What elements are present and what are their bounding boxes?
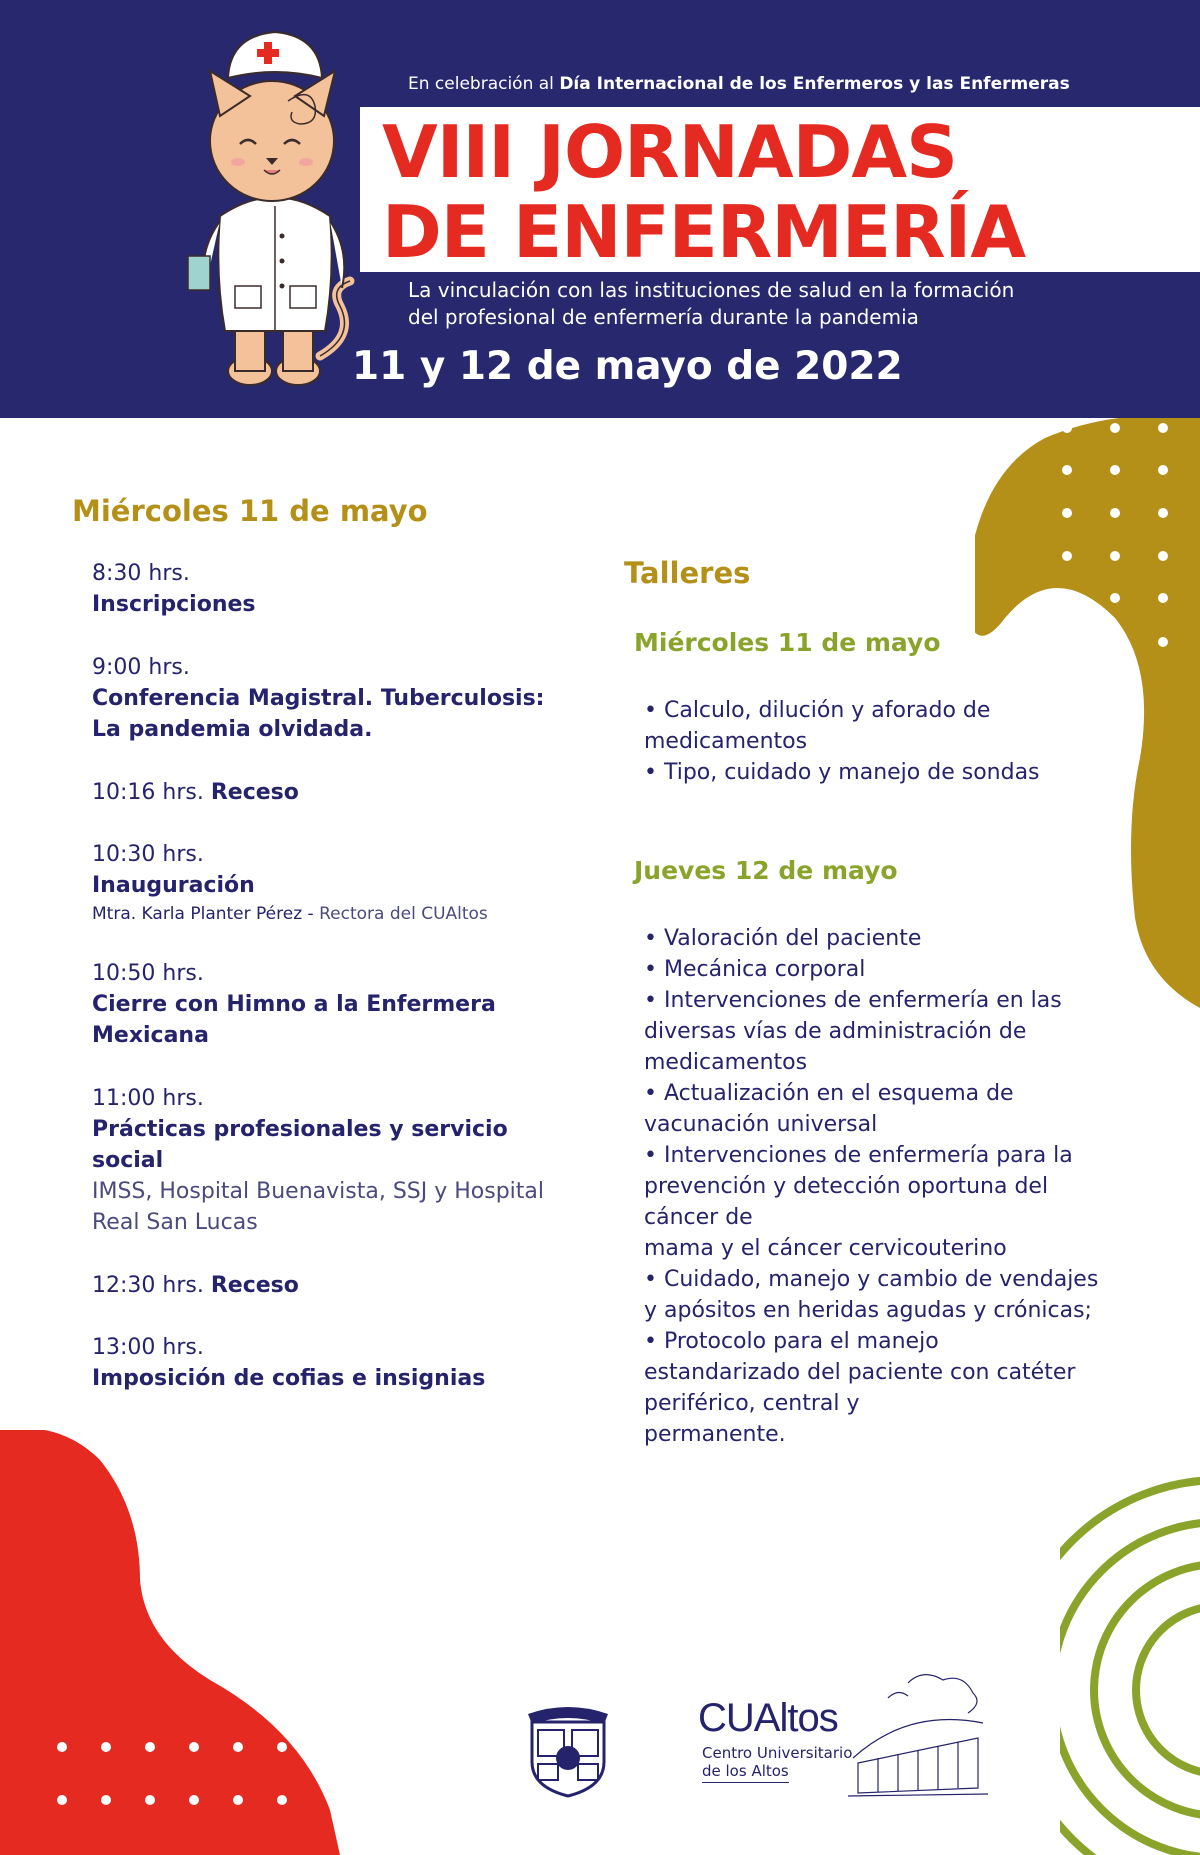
program-item-time: 11:00 hrs. <box>92 1086 204 1111</box>
program-item-cofias <box>92 1332 572 1394</box>
celebration-prefix: En celebración al <box>408 74 560 94</box>
taller-line: estandarizado del paciente con catéter <box>644 1360 1076 1385</box>
university-seal-icon <box>524 1702 612 1798</box>
program-item-title: Receso <box>210 1273 299 1298</box>
event-dates: 11 y 12 de mayo de 2022 <box>352 344 903 389</box>
taller-line: vacunación universal <box>644 1112 878 1137</box>
program-item-himno <box>92 958 572 1051</box>
nurse-cat-mascot-icon <box>180 26 370 396</box>
cualtos-line2: de los Altos <box>702 1762 789 1783</box>
program-item-title: Prácticas profesionales y servicio social <box>92 1117 508 1173</box>
decorative-green-arcs <box>1060 1440 1200 1855</box>
program-item-title: Imposición de cofias e insignias <box>92 1366 486 1391</box>
event-subtitle-line1: La vinculación con las instituciones de salud en la formación <box>408 278 1015 302</box>
taller-line: diversas vías de administración de <box>644 1019 1027 1044</box>
program-item-inscripciones <box>92 558 572 620</box>
decorative-red-blob <box>0 1430 340 1855</box>
event-title-line1: VIII JORNADAS <box>382 110 957 194</box>
program-item-time: 13:00 hrs. <box>92 1335 204 1360</box>
talleres-day2-list <box>644 923 1134 1450</box>
event-title-line2: DE ENFERMERÍA <box>382 190 1026 274</box>
taller-line: • Tipo, cuidado y manejo de sondas <box>644 760 1040 785</box>
celebration-text <box>408 74 1070 94</box>
celebration-bold: Día Internacional de los Enfermeros y las Enfermeras <box>559 74 1070 94</box>
program-day-heading: Miércoles 11 de mayo <box>72 494 428 528</box>
speaker-name: Mtra. Karla Planter Pérez <box>92 904 303 924</box>
taller-line: • Protocolo para el manejo <box>644 1329 939 1354</box>
taller-line: • Intervenciones de enfermería para la <box>644 1143 1073 1168</box>
program-item-receso-1 <box>92 777 572 808</box>
taller-line: permanente. <box>644 1422 786 1447</box>
speaker-role: Rectora del CUAltos <box>319 904 488 924</box>
talleres-day1-list <box>644 695 1134 788</box>
taller-line: • Cuidado, manejo y cambio de vendajes <box>644 1267 1099 1292</box>
taller-line: • Valoración del paciente <box>644 926 922 951</box>
talleres-day2-heading: Jueves 12 de mayo <box>634 856 898 885</box>
cualtos-line1: Centro Universitario <box>702 1744 853 1762</box>
program-item-practicas <box>92 1083 572 1238</box>
taller-line: periférico, central y <box>644 1391 860 1416</box>
talleres-day1-heading: Miércoles 11 de mayo <box>634 628 941 657</box>
speaker-separator: - <box>302 904 320 924</box>
taller-line: • Calculo, dilución y aforado de <box>644 698 991 723</box>
program-item-title: Inauguración <box>92 873 255 898</box>
program-item-conferencia <box>92 652 572 745</box>
taller-line: mama y el cáncer cervicouterino <box>644 1236 1007 1261</box>
program-item-inauguracion <box>92 839 572 927</box>
taller-line: • Mecánica corporal <box>644 957 866 982</box>
program-item-time: 9:00 hrs. <box>92 655 190 680</box>
taller-line: • Actualización en el esquema de <box>644 1081 1014 1106</box>
program-item-title: Conferencia Magistral. Tuberculosis: La pandemia olvidada. <box>92 686 545 742</box>
program-item-time: 8:30 hrs. <box>92 561 190 586</box>
program-item-speaker <box>92 901 572 927</box>
taller-line: y apósitos en heridas agudas y crónicas; <box>644 1298 1092 1323</box>
program-item-time: 10:16 hrs. <box>92 780 204 805</box>
talleres-heading: Talleres <box>624 556 751 590</box>
taller-line: • Intervenciones de enfermería en las <box>644 988 1062 1013</box>
program-item-detail: IMSS, Hospital Buenavista, SSJ y Hospital Real San Lucas <box>92 1179 545 1235</box>
program-item-time: 10:30 hrs. <box>92 842 204 867</box>
program-item-title: Receso <box>210 780 299 805</box>
campus-building-icon <box>848 1668 988 1800</box>
program-item-time: 10:50 hrs. <box>92 961 204 986</box>
cualtos-logo <box>698 1668 988 1800</box>
taller-line: prevención y detección oportuna del <box>644 1174 1049 1199</box>
taller-line: medicamentos <box>644 729 808 754</box>
cualtos-name: CUAltos <box>698 1696 838 1740</box>
taller-line: cáncer de <box>644 1205 753 1230</box>
program-item-title: Cierre con Himno a la Enfermera Mexicana <box>92 992 496 1048</box>
event-subtitle-line2: del profesional de enfermería durante la pandemia <box>408 305 919 329</box>
program-item-time: 12:30 hrs. <box>92 1273 204 1298</box>
taller-line: medicamentos <box>644 1050 808 1075</box>
program-item-title: Inscripciones <box>92 592 256 617</box>
program-item-receso-2 <box>92 1270 572 1301</box>
